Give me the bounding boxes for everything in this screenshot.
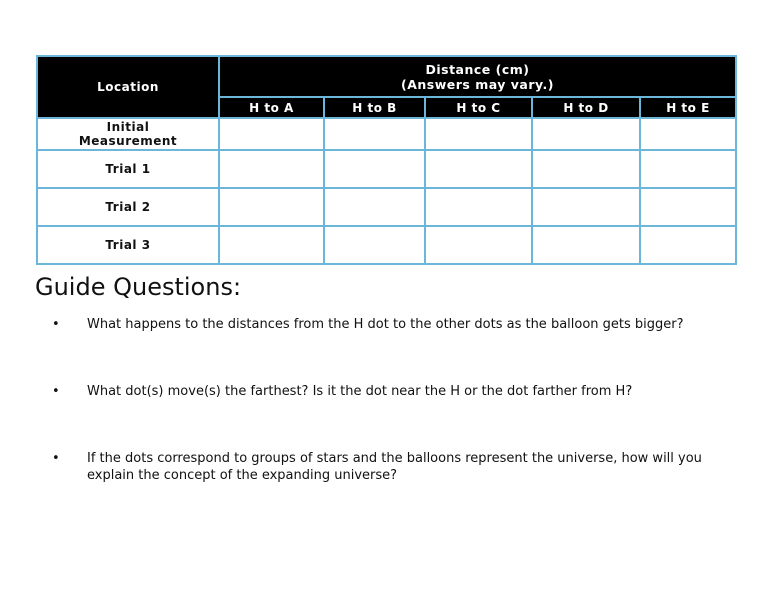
column-header-h-to-d: H to D (532, 97, 640, 118)
table-cell[interactable] (532, 118, 640, 150)
guide-questions-list (52, 316, 742, 484)
table-cell[interactable] (425, 150, 532, 188)
table-row (37, 150, 736, 188)
table-cell[interactable] (532, 188, 640, 226)
table-cell[interactable] (219, 118, 324, 150)
table-row (37, 188, 736, 226)
question-text: What dot(s) move(s) the farthest? Is it the dot near the H or the dot farther from H? (87, 384, 633, 399)
table-cell[interactable] (532, 226, 640, 264)
table-cell[interactable] (640, 118, 736, 150)
row-label-initial-measurement (37, 118, 219, 150)
table-cell[interactable] (640, 150, 736, 188)
table-cell[interactable] (324, 188, 425, 226)
row-label-trial-3: Trial 3 (37, 226, 219, 264)
list-item (52, 316, 742, 383)
row-label-line1: Initial (106, 120, 150, 134)
location-header: Location (37, 56, 219, 118)
row-label-trial-1: Trial 1 (37, 150, 219, 188)
table-cell[interactable] (324, 118, 425, 150)
table-row (37, 226, 736, 264)
distance-header (219, 56, 736, 97)
list-item (52, 450, 742, 484)
bullet-icon: • (52, 317, 60, 332)
table-row (37, 118, 736, 150)
column-header-h-to-a: H to A (219, 97, 324, 118)
guide-questions-title: Guide Questions: (35, 273, 242, 301)
bullet-icon: • (52, 451, 60, 466)
column-header-h-to-b: H to B (324, 97, 425, 118)
distance-header-title: Distance (cm) (425, 61, 530, 77)
table-cell[interactable] (425, 226, 532, 264)
row-label-trial-2: Trial 2 (37, 188, 219, 226)
list-item (52, 383, 742, 450)
table-cell[interactable] (219, 226, 324, 264)
bullet-icon: • (52, 384, 60, 399)
table-cell[interactable] (219, 150, 324, 188)
table-cell[interactable] (425, 188, 532, 226)
question-text: If the dots correspond to groups of stars and the balloons represent the universe, how will you explain the concept of the expanding universe? (87, 451, 702, 483)
distance-table (36, 55, 737, 265)
table-cell[interactable] (425, 118, 532, 150)
table-cell[interactable] (640, 226, 736, 264)
distance-header-note: (Answers may vary.) (401, 76, 554, 92)
column-header-h-to-c: H to C (425, 97, 532, 118)
table-cell[interactable] (324, 226, 425, 264)
column-header-h-to-e: H to E (640, 97, 736, 118)
table-cell[interactable] (324, 150, 425, 188)
question-text: What happens to the distances from the H dot to the other dots as the balloon gets bigger? (87, 317, 684, 332)
row-label-line2: Measurement (78, 134, 178, 148)
table-cell[interactable] (640, 188, 736, 226)
table-cell[interactable] (532, 150, 640, 188)
table-cell[interactable] (219, 188, 324, 226)
